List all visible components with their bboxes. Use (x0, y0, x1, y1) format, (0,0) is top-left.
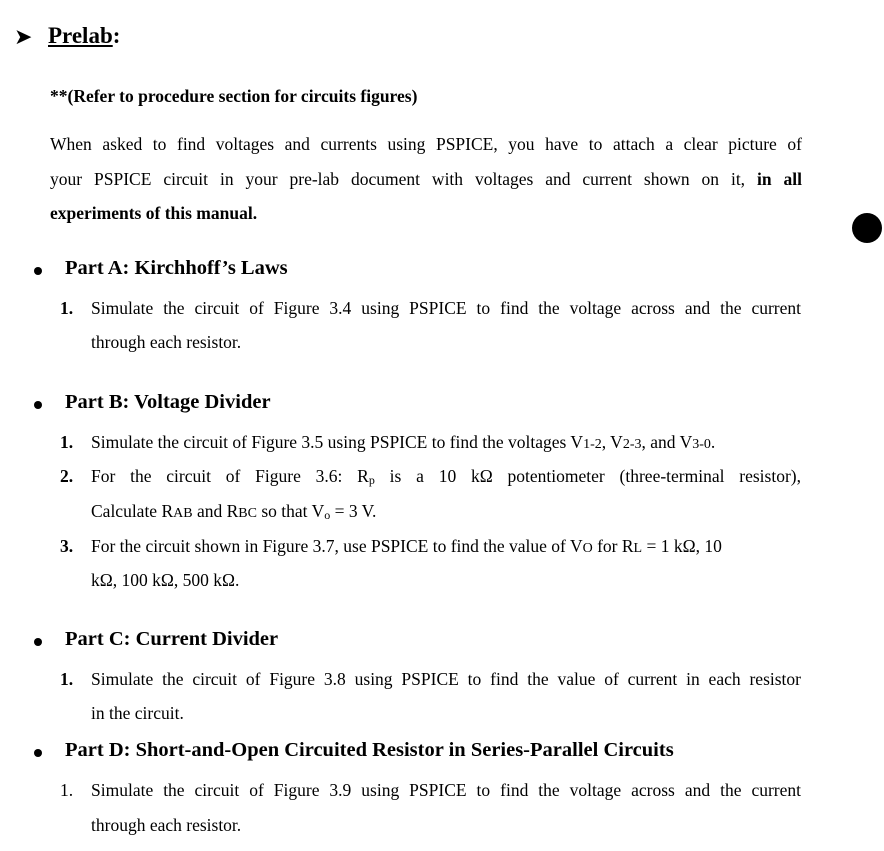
bullet-icon (34, 267, 42, 275)
part-b-item-2-text: = 3 V. (330, 501, 377, 521)
bullet-icon (34, 401, 42, 409)
filled-circle-icon (852, 213, 882, 243)
part-b-item-3-text: For the circuit shown in Figure 3.7, use PSPICE to find the value of V (91, 536, 583, 556)
intro-line-3: experiments of this manual. (50, 203, 258, 223)
part-b-item-1-text: , and V (641, 432, 693, 452)
bullet-icon (34, 638, 42, 646)
part-b-item-2-text: For the circuit of Figure 3.6: R (91, 466, 369, 486)
prelab-heading-colon: : (112, 23, 121, 48)
refer-note: **(Refer to procedure section for circuits figures) (50, 86, 418, 106)
part-a-item-1-number: 1. (60, 298, 74, 318)
intro-line-2-text: your PSPICE circuit in your pre-lab document with voltages and current shown on it, (50, 169, 746, 189)
part-b-item-2-text: so that V (256, 501, 325, 521)
part-b-item-2-text: Calculate R (91, 501, 174, 521)
part-b-item-1 (91, 432, 715, 453)
resistor-subscript: BC (238, 506, 257, 521)
prelab-heading (48, 23, 120, 49)
part-b-item-3-text: for R (592, 536, 634, 556)
prelab-heading-text: Prelab (48, 23, 113, 48)
part-c-item-1-line-2: in the circuit. (91, 703, 184, 723)
part-b-item-1-text: . (710, 432, 716, 452)
part-d-title: Part D: Short-and-Open Circuited Resistor in Series-Parallel Circuits (65, 739, 674, 761)
part-d-item-1-line-1: Simulate the circuit of Figure 3.9 using PSPICE to find the voltage across and the current (91, 780, 801, 800)
part-c-item-1-number: 1. (60, 669, 74, 689)
part-b-title: Part B: Voltage Divider (65, 391, 271, 413)
part-b-item-2-text: is a 10 kΩ potentiometer (three-terminal resistor), (374, 466, 801, 486)
part-a-item-1-line-1: Simulate the circuit of Figure 3.4 using PSPICE to find the voltage across and the current (91, 298, 801, 318)
part-b-item-3-line-1 (91, 536, 722, 557)
part-d-item-1-number: 1. (60, 780, 74, 800)
intro-line-1: When asked to find voltages and currents using PSPICE, you have to attach a clear picture of (50, 134, 802, 154)
part-b-item-3-line-2: kΩ, 100 kΩ, 500 kΩ. (91, 570, 240, 590)
resistor-subscript: p (368, 473, 375, 487)
resistor-subscript: AB (173, 506, 193, 521)
part-c-title: Part C: Current Divider (65, 628, 279, 650)
part-b-item-2-text: and R (192, 501, 239, 521)
part-b-item-3-number: 3. (60, 536, 74, 556)
voltage-subscript: O (582, 541, 593, 556)
voltage-subscript: o (324, 508, 331, 522)
intro-line-2 (50, 169, 802, 190)
part-b-item-2-number: 2. (60, 466, 74, 486)
voltage-subscript: 1-2 (583, 437, 602, 452)
intro-line-2-bold: in all (757, 169, 802, 189)
part-d-item-1-line-2: through each resistor. (91, 815, 242, 835)
part-a-item-1-line-2: through each resistor. (91, 332, 242, 352)
part-a-title: Part A: Kirchhoff’s Laws (65, 257, 288, 279)
voltage-subscript: 2-3 (622, 437, 642, 452)
part-c-item-1-line-1: Simulate the circuit of Figure 3.8 using PSPICE to find the value of current in each resistor (91, 669, 801, 689)
part-b-item-2-line-1 (91, 466, 801, 488)
part-b-item-2-line-2 (91, 501, 376, 523)
arrow-bullet-icon: ➤ (14, 24, 33, 49)
part-b-item-3-text: = 1 kΩ, 10 (642, 536, 722, 556)
resistor-subscript: L (633, 541, 643, 556)
part-b-item-1-text: Simulate the circuit of Figure 3.5 using PSPICE to find the voltages V (91, 432, 584, 452)
voltage-subscript: 3-0 (692, 437, 711, 452)
part-b-item-1-text: , V (601, 432, 623, 452)
part-b-item-1-number: 1. (60, 432, 74, 452)
bullet-icon (34, 749, 42, 757)
